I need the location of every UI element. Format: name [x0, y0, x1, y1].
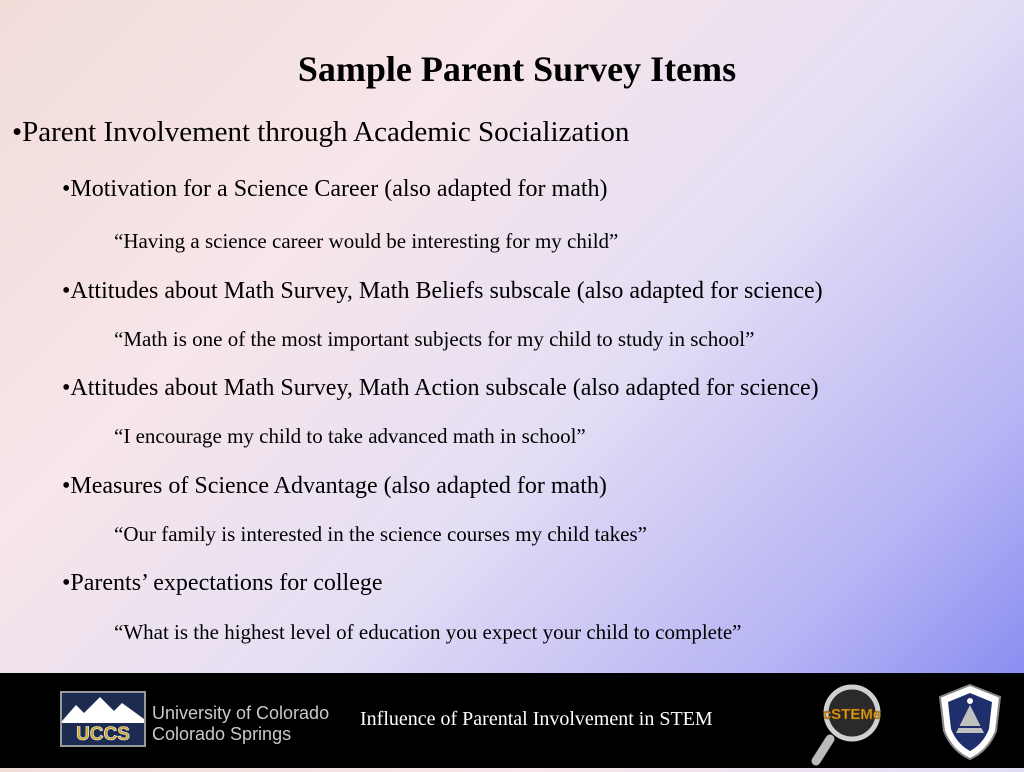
bullet-item-level2: •Attitudes about Math Survey, Math Beliefs subscale (also adapted for science) — [62, 278, 823, 304]
bullet-item-level1: •Parent Involvement through Academic Socialization — [12, 116, 630, 148]
university-name — [152, 703, 329, 745]
magnifier-icon — [808, 681, 888, 767]
quote-item: “Having a science career would be interesting for my child” — [114, 229, 619, 253]
cstem-logo — [808, 681, 888, 767]
footer-bar — [0, 673, 1024, 768]
footer-title: Influence of Parental Involvement in STEM — [360, 708, 713, 730]
uccs-logo — [60, 691, 146, 747]
quote-item: “What is the highest level of education you expect your child to complete” — [114, 620, 742, 644]
bullet-item-level2: •Motivation for a Science Career (also adapted for math) — [62, 176, 608, 202]
bullet-item-level2: •Attitudes about Math Survey, Math Action subscale (also adapted for science) — [62, 375, 819, 401]
university-name-line1: University of Colorado — [152, 703, 330, 723]
quote-item: “Our family is interested in the science courses my child takes” — [114, 522, 647, 546]
bullet-item-level2: •Measures of Science Advantage (also adapted for math) — [62, 473, 607, 499]
university-name-line2: Colorado Springs — [152, 724, 292, 744]
bullet-item-level2: •Parents’ expectations for college — [62, 570, 383, 596]
uccs-logo-text: UCCS — [76, 724, 130, 745]
quote-item: “I encourage my child to take advanced math in school” — [114, 424, 586, 448]
cstem-logo-text: cSTEMe — [822, 706, 882, 723]
quote-item: “Math is one of the most important subjects for my child to study in school” — [114, 327, 755, 351]
air-force-crest-icon — [930, 681, 1010, 763]
slide-title: Sample Parent Survey Items — [297, 49, 737, 89]
